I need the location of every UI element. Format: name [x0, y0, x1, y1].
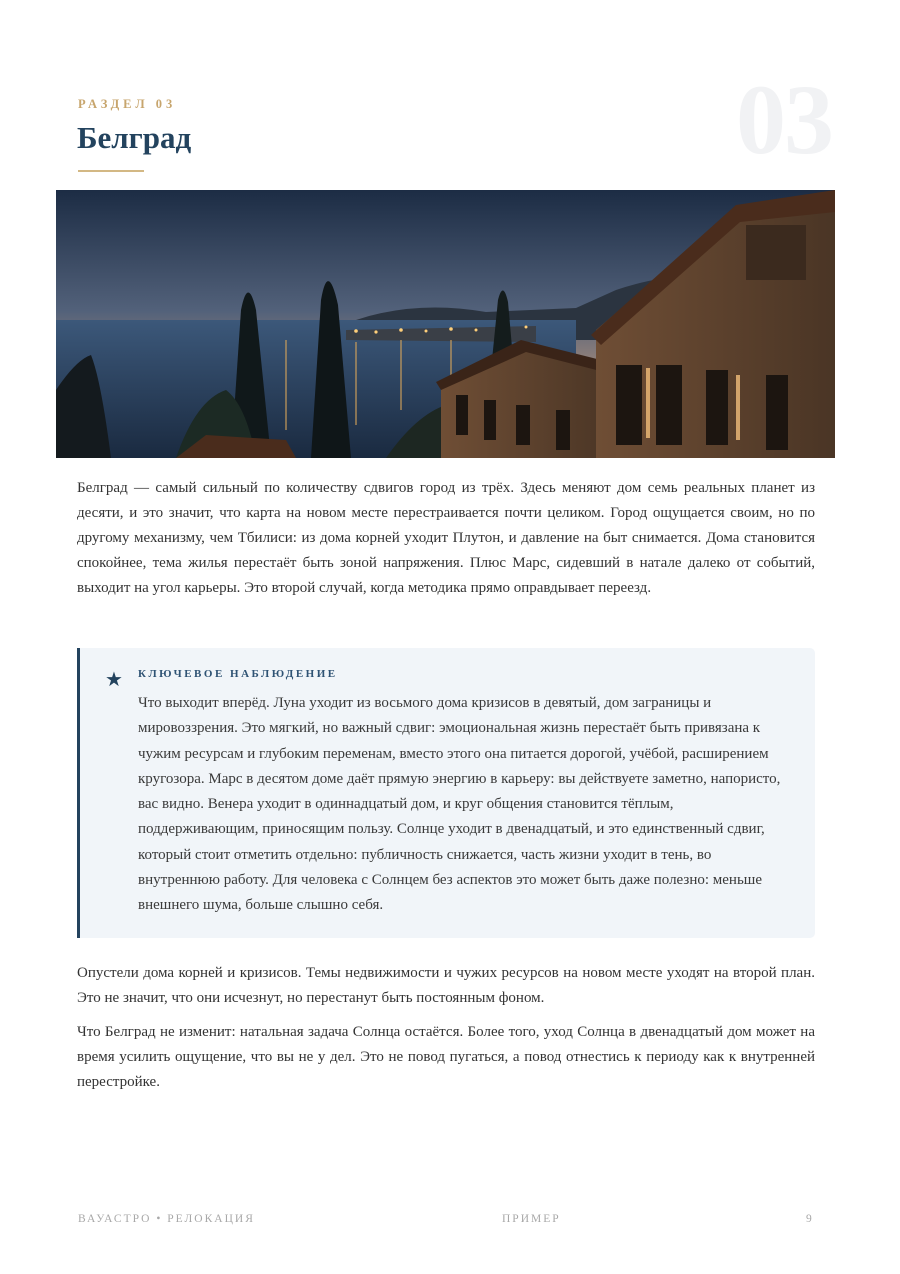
paragraph-after-callout-1: Опустели дома корней и кризисов. Темы недвижимости и чужих ресурсов на новом месте уходят на второй план. Это не значит, что они исчезнут, но перестанут быть постоянным фоном. — [77, 965, 815, 1006]
footer-label: ПРИМЕР — [502, 1213, 561, 1225]
section-label: РАЗДЕЛ 03 — [78, 97, 177, 111]
section-number-watermark: 03 — [736, 64, 832, 175]
paragraph-after-callout-2: Что Белград не изменит: натальная задача Солнца остаётся. Более того, уход Солнца в двенадцатый дом может на время усилить ощущение, что вы не у дел. Это не повод пугаться, а повод отнестись к периоду как к внутренней перестройке. — [77, 1024, 815, 1090]
footer-brand: ВАУАСТРО • РЕЛОКАЦИЯ — [78, 1213, 255, 1225]
intro-paragraph: Белград — самый сильный по количеству сдвигов город из трёх. Здесь меняют дом семь реальных планет из десяти, и это значит, что карта на новом месте перестраивается почти целиком. Город ощущается своим, но по другому механизму, чем Тбилиси: из дома корней уходит Плутон, и давление на быт снимается. Дома становится спокойнее, тема жилья перестаёт быть зоной напряжения. Плюс Марс, сидевший в натале далеко от событий, выходит на угол карьеры. Это второй случай, когда методика прямо оправдывает переезд. — [77, 480, 815, 596]
page-title: Белград — [77, 120, 192, 155]
page-number: 9 — [806, 1213, 812, 1225]
callout-heading: КЛЮЧЕВОЕ НАБЛЮДЕНИЕ — [138, 668, 338, 680]
title-underline — [78, 170, 144, 172]
city-waterfront-dusk-photo — [56, 190, 835, 458]
key-observation-callout — [77, 648, 815, 938]
callout-text: Что выходит вперёд. Луна уходит из восьмого дома кризисов в девятый, дом заграницы и мировоззрения. Это мягкий, но важный сдвиг: эмоциональная жизнь перестаёт быть привязана к чужим ресурсам и глубоким переменам, вместо этого она питается дорогой, учёбой, расширением кругозора. Марс в десятом доме даёт прямую энергию в карьеру: вы действуете заметно, напористо, вас видно. Венера уходит в одиннадцатый дом, и круг общения становится тёплым, поддерживающим, приносящим пользу. Солнце уходит в двенадцатый, и это единственный сдвиг, который стоит отметить отдельно: публичность снижается, часть жизни уходит в тень, во внутреннюю работу. Для человека с Солнцем без аспектов это может быть даже полезно: меньше внешнего шума, больше слышно себя. — [138, 695, 781, 914]
star-icon: ★ — [105, 669, 123, 691]
